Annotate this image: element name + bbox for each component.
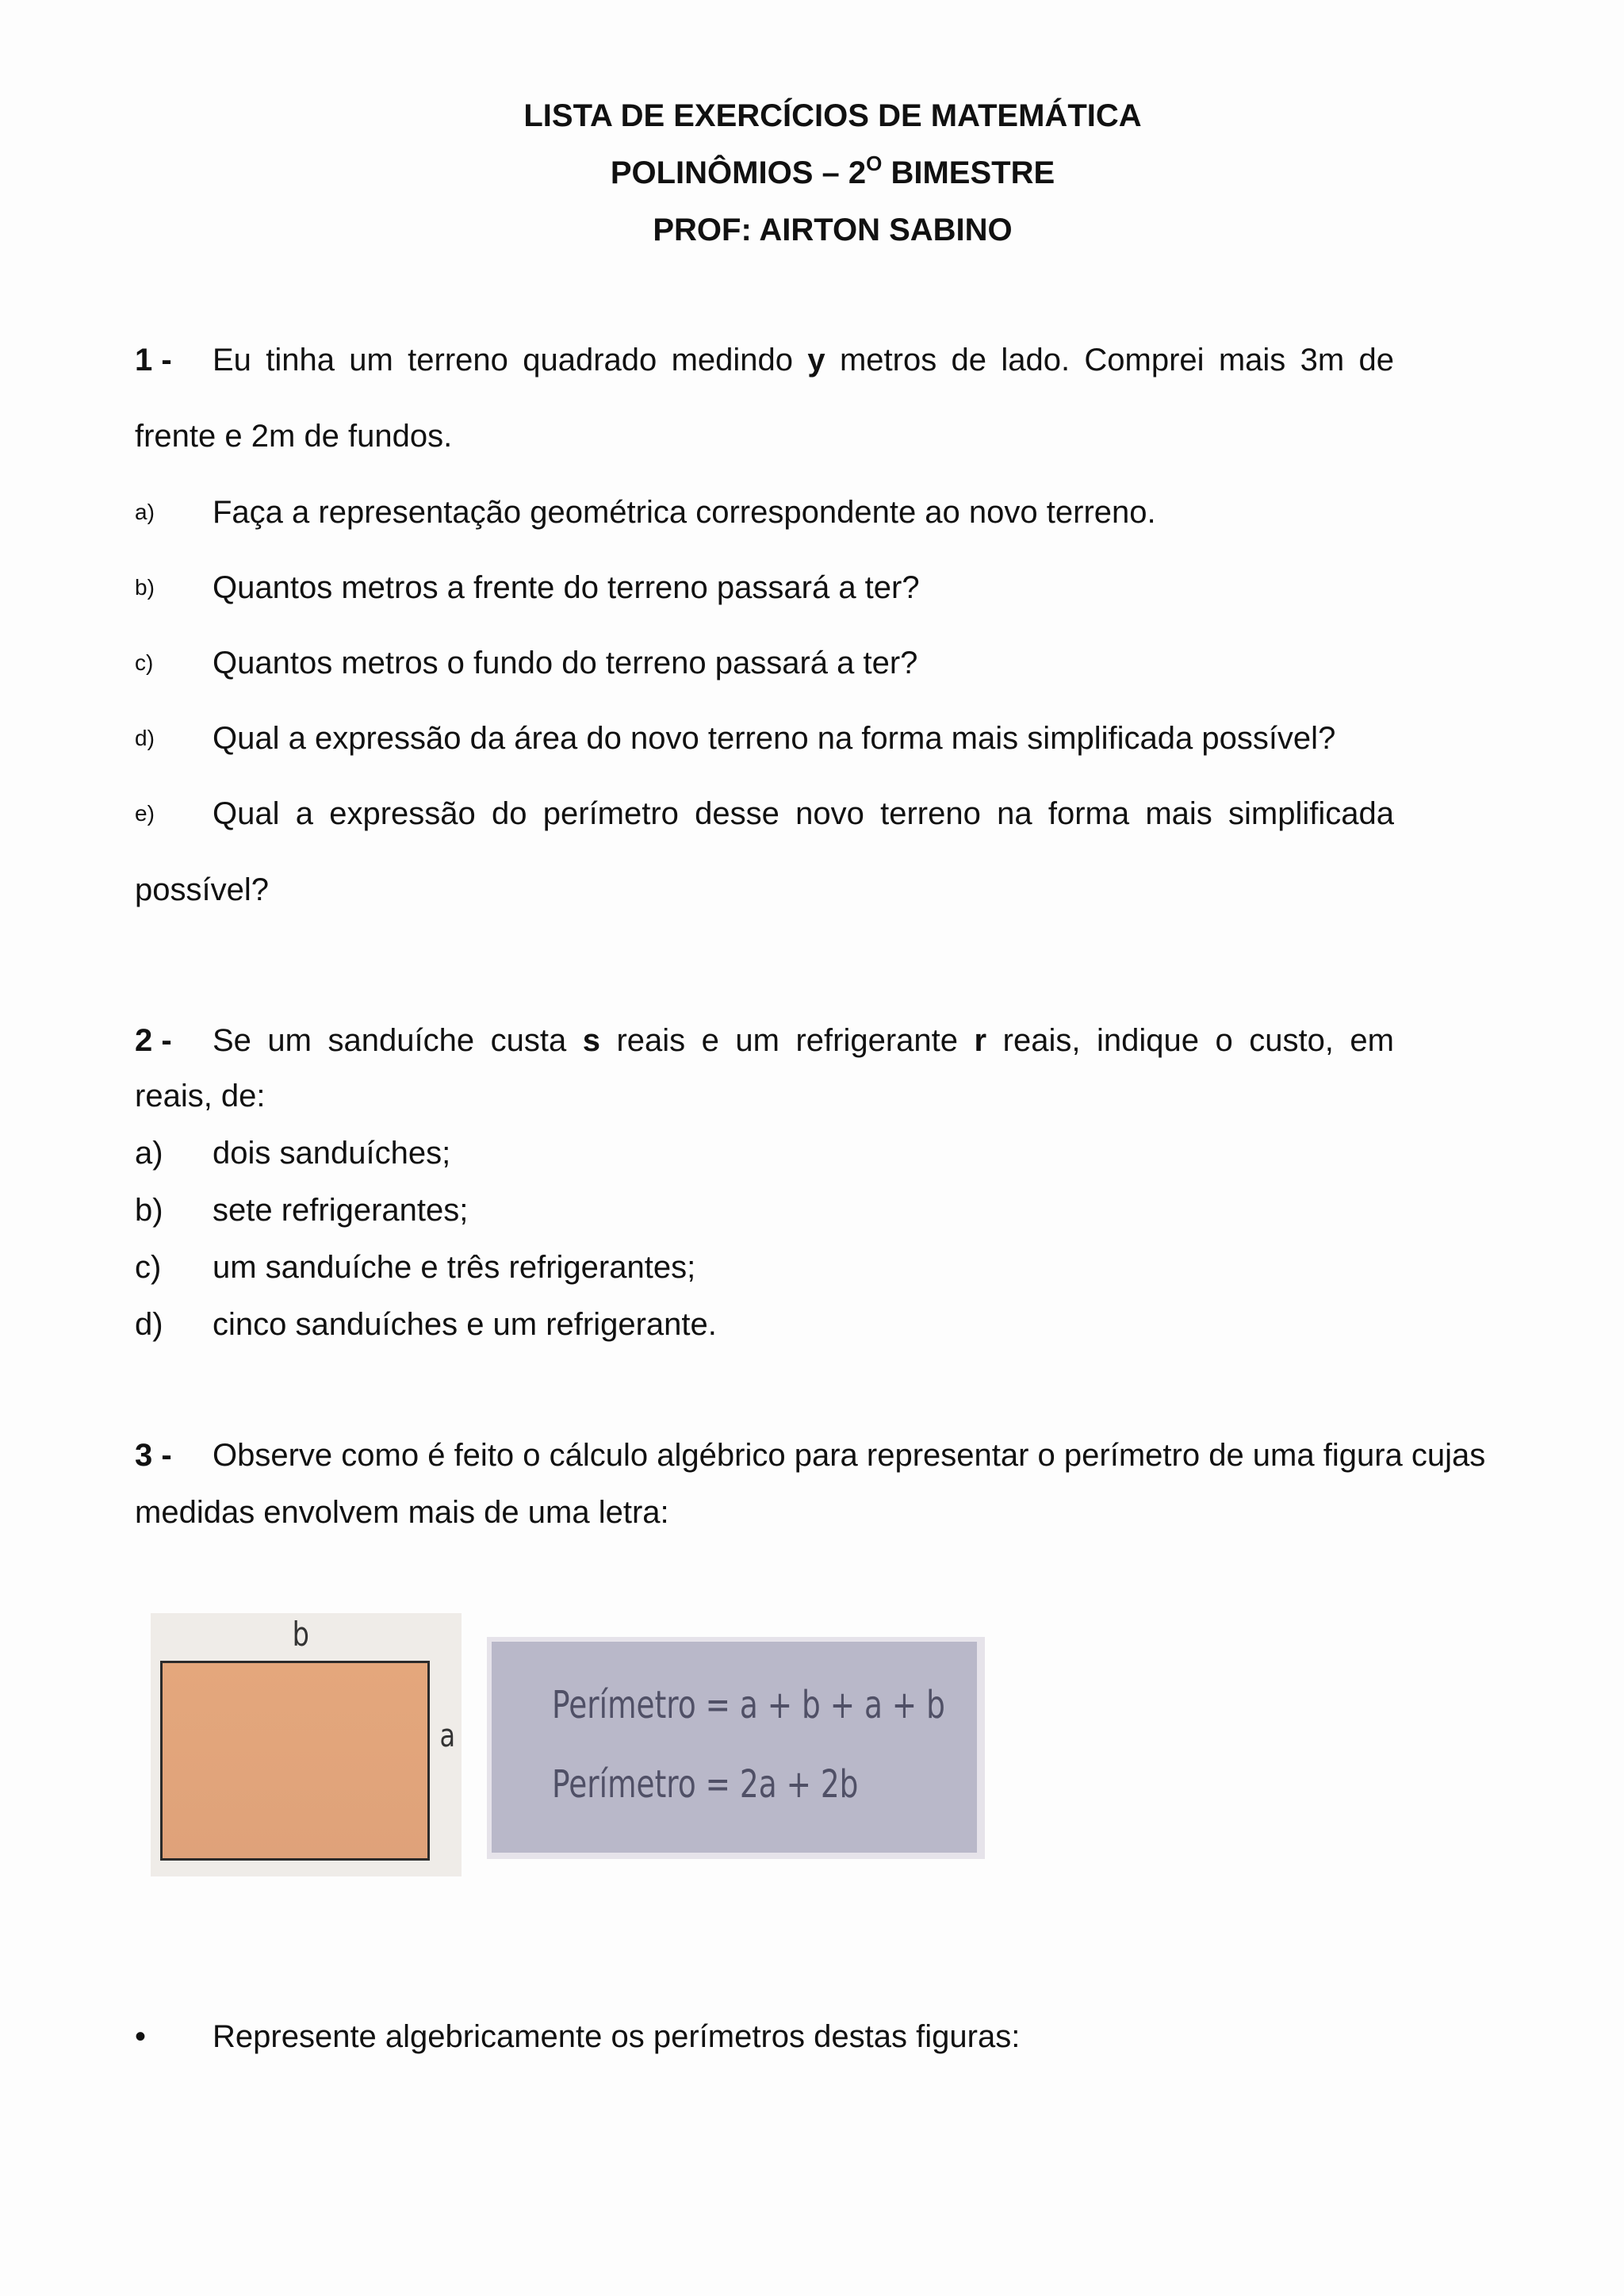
q1-variable-y: y <box>807 343 825 378</box>
q1-statement <box>213 341 1394 379</box>
title-line-1: LISTA DE EXERCÍCIOS DE MATEMÁTICA <box>523 98 1142 133</box>
q2-item-d-label: d) <box>135 1307 163 1342</box>
perimeter-formula-box <box>487 1637 985 1859</box>
title-line-2-end: BIMESTRE <box>882 155 1055 190</box>
q3-bullet-text: Represente algebricamente os perímetros destas figuras: <box>213 2019 1021 2054</box>
q2-item-b-label: b) <box>135 1193 163 1228</box>
q1-text-a: Eu tinha um terreno quadrado medindo <box>213 343 808 378</box>
title-line-3: PROF: AIRTON SABINO <box>653 213 1013 247</box>
q2-text-b: reais e um refrigerante <box>599 1023 975 1058</box>
q2-item-b-text: sete refrigerantes; <box>213 1193 469 1228</box>
q1-statement-cont: frente e 2m de fundos. <box>135 419 453 454</box>
q2-number: 2 - <box>135 1023 172 1058</box>
q1-item-c-label: c) <box>135 650 154 675</box>
q1-item-e-text: Qual a expressão do perímetro desse novo terreno na forma mais simplificada <box>213 796 1394 831</box>
q3-statement-cont: medidas envolvem mais de uma letra: <box>135 1495 669 1530</box>
q2-statement <box>213 1022 1394 1060</box>
q1-item-a-label: a) <box>135 500 155 524</box>
q1-item-c-text: Quantos metros o fundo do terreno passará a ter? <box>213 646 918 680</box>
title-line-2-main: POLINÔMIOS – 2 <box>610 155 867 190</box>
rectangle-label-a: a <box>439 1718 456 1754</box>
q2-item-c-text: um sanduíche e três refrigerantes; <box>213 1250 696 1285</box>
q2-text-a: Se um sanduíche custa <box>213 1023 583 1058</box>
q2-item-a-label: a) <box>135 1136 163 1171</box>
q1-item-d-label: d) <box>135 726 155 750</box>
q1-item-e-label: e) <box>135 801 155 826</box>
q1-item-e-cont: possível? <box>135 872 269 907</box>
title-ordinal: O <box>866 151 883 175</box>
bullet-icon: • <box>135 2019 147 2054</box>
q2-statement-cont: reais, de: <box>135 1079 266 1114</box>
q2-item-d-text: cinco sanduíches e um refrigerante. <box>213 1307 717 1342</box>
q2-variable-s: s <box>582 1023 600 1058</box>
q1-item-a-text: Faça a representação geométrica correspondente ao novo terreno. <box>213 495 1156 530</box>
q2-text-c: reais, indique o custo, em <box>986 1023 1394 1058</box>
q1-item-b-text: Quantos metros a frente do terreno passará a ter? <box>213 570 920 605</box>
q2-item-a-text: dois sanduíches; <box>213 1136 451 1171</box>
formula-line-2: Perímetro = 2a + 2b <box>552 1762 859 1807</box>
rectangle-shape <box>160 1661 430 1861</box>
q1-item-b-label: b) <box>135 575 155 600</box>
q3-statement: Observe como é feito o cálculo algébrico para representar o perímetro de uma figura cujas <box>213 1438 1486 1473</box>
rectangle-label-b: b <box>292 1615 310 1654</box>
perimeter-formula-panel <box>492 1642 977 1853</box>
q2-item-c-label: c) <box>135 1250 162 1285</box>
q3-number: 3 - <box>135 1438 172 1473</box>
q1-item-d-text: Qual a expressão da área do novo terreno na forma mais simplificada possível? <box>213 721 1336 756</box>
formula-line-1: Perímetro = a + b + a + b <box>552 1683 945 1727</box>
q2-variable-r: r <box>974 1023 987 1058</box>
q1-number: 1 - <box>135 343 172 378</box>
rectangle-figure <box>151 1613 462 1876</box>
q1-text-b: metros de lado. Comprei mais 3m de <box>825 343 1394 378</box>
title-line-2 <box>0 151 1624 190</box>
